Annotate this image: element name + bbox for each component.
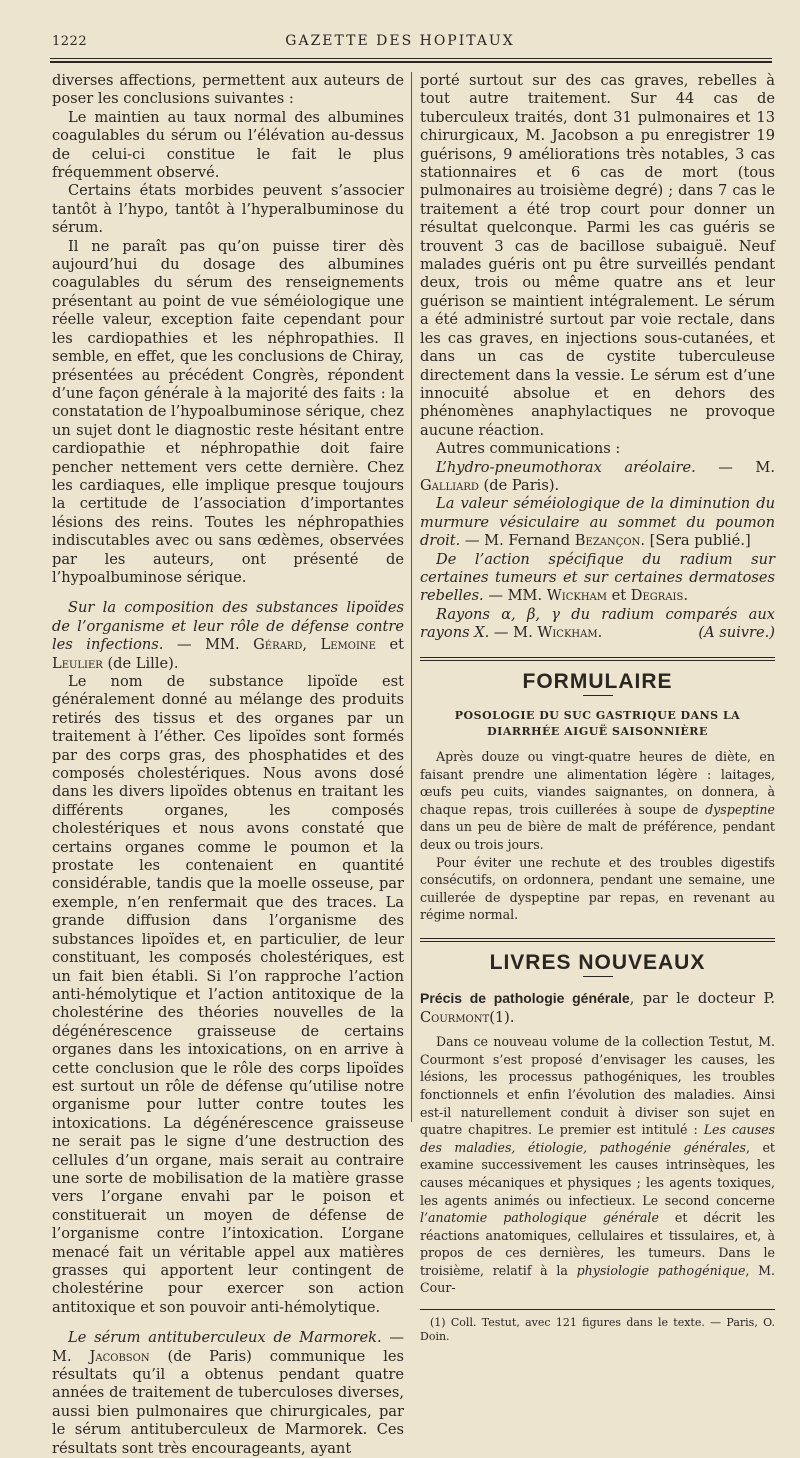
text-run: — M. Fernand (460, 532, 575, 550)
communication-title: Rayons α, β, γ du radium comparés aux rayons X. (420, 605, 775, 642)
text-run: . (597, 624, 603, 642)
footnote: (1) Coll. Testut, avec 121 figures dans le texte. — Paris, O. Doin. (420, 1316, 775, 1344)
communication-title: La valeur séméiologique de la diminution du murmure vésiculaire au sommet du poumon droit. (420, 495, 775, 550)
author-name: Jacobson (89, 1347, 150, 1365)
text-run: dans un peu de bière de malt de préférence, pendant deux ou trois jours. (420, 819, 775, 852)
paragraph: porté surtout sur des cas graves, rebelles à tout autre traitement. Sur 44 cas de tuberculeux traités, dont 31 pulmonaires et 13 chirurgicaux, M. Jacobson a pu enregistrer 19 guérisons, 9 améliorations très notables, 3 cas stationnaires et 6 cas de mort (tous pulmonaires au troisième degré) ; dans 7 cas le traitement a été trop court pour donner un résultat quelconque. Parmi les cas guéris se trouvent 3 cas de bacillose subaiguë. Neuf malades guéris ont pu être surveillés pendant deux, trois ou même quatre ans et leur guérison se maintient intégralement. Le sérum a été administré surtout par voie rectale, dans les cas graves, en injections sous-cutanées, et dans un cas de cystite tuberculeuse directement dans la vessie. Le sérum est d’une innocuité absolue et en dehors des phénomènes anaphylactiques ne provoque aucune réaction. (420, 72, 775, 439)
running-head: GAZETTE DES HOPITAUX (285, 33, 515, 49)
communication-title: Sur la composition des substances lipoïdes de l’organisme et leur rôle de défense contre les infections. (52, 599, 404, 654)
text-run: — MM. (483, 587, 547, 605)
communication-title: De l’action spécifique du radium sur certaines tumeurs et sur certaines dermatoses rebelles. (420, 550, 775, 605)
text-run: Les causes des maladies, étiologie, pathogénie générales (420, 1122, 775, 1155)
text-run: . [Sera publié.] (640, 532, 751, 550)
text-run: , par le docteur P. (629, 990, 775, 1008)
text-run: (de Lille). (102, 654, 179, 672)
book-title: Précis de pathologie générale (420, 990, 630, 1007)
author-name: Galliard (420, 476, 479, 494)
paragraph: Le maintien au taux normal des albumines coagulables du sérum ou l’élévation au-dessus de celui-ci constitue le fait le plus fréquemment observé. (52, 108, 404, 182)
communication-item (420, 459, 775, 496)
text-run: (de Paris). (478, 476, 560, 494)
page-number: 1222 (52, 34, 88, 49)
paragraph: Il ne paraît pas qu’on puisse tirer dès aujourd’hui du dosage des albumines coagulables du sérum des renseignements présentant au point de vue séméiologique une réelle valeur, exception faite cependant pour les cardiopathies et les néphropathies. Il semble, en effet, que les conclusions de Chiray, présentées au précédent Congrès, répondent d’une façon générale à la majorité des faits : la constatation de l’hypoalbuminose sérique, chez un sujet dont le diagnostic reste hésitant entre cardiopathie et néphropathie doit faire pencher nettement vers cette dernière. Chez les cardiaques, elle implique presque toujours la certitude de l’association d’importantes lésions des reins. Toutes les néphropathies indiscutables avec ou sans œdèmes, observées par les auteurs, ont présenté de l’hypoalbuminose sérique. (52, 237, 404, 586)
text-run: (1). (489, 1008, 515, 1026)
formulaire-title: FORMULAIRE (522, 669, 673, 693)
paragraph (420, 748, 775, 854)
text-run: Après douze ou vingt-quatre heures de diète, en faisant prendre une alimentation légère : laitages, œufs peu cuits, viandes saignantes, on donnera, à chaque repas, trois cuillerées à soupe de (420, 749, 775, 817)
right-column (420, 72, 775, 1344)
title-tick (583, 976, 613, 977)
communication-item (420, 606, 775, 643)
text-run: . (683, 587, 688, 605)
paragraph: diverses affections, permettent aux auteurs de poser les conclusions suivantes : (52, 72, 404, 108)
text-run: — M. (695, 458, 775, 476)
formulaire-subhead: POSOLOGIE DU SUC GASTRIQUE DANS LA DIARRHÉE AIGUË SAISONNIÈRE (454, 709, 741, 738)
column-divider (411, 72, 412, 1122)
text-run: et (607, 587, 631, 605)
header-rule (50, 58, 772, 63)
footnote-rule (420, 1309, 775, 1310)
text-run: — M. (52, 1329, 404, 1365)
text-run: Dans ce nouveau volume de la collection Testut, M. Courmont s’est proposé d’envisager les causes, les lésions, les processus pathogéniques, les troubles fonctionnels et enfin l’évolution des maladies. Ainsi est-il naturellement conduit à diviser son sujet en quatre chapitres. Le premier est intitulé : (420, 1034, 775, 1138)
communication-item (420, 551, 775, 606)
to-be-continued: (A suivre.) (698, 624, 775, 642)
paragraph: Autres communications : (436, 440, 621, 458)
book-heading (420, 989, 775, 1027)
author-names: Gérard, Lemoine (253, 636, 376, 654)
paragraph: Certains états morbides peuvent s’associer tantôt à l’hypo, tantôt à l’hyperalbuminose du sérum. (52, 182, 404, 237)
communication-title: Le sérum antituberculeux de Marmorek. (68, 1329, 382, 1347)
title-tick (583, 695, 613, 696)
text-run: physiologie pathogénique (576, 1262, 746, 1278)
livres-title: LIVRES NOUVEAUX (489, 950, 706, 974)
author-name: Degrais (630, 587, 684, 605)
paragraph: Le nom de substance lipoïde est généralement donné au mélange des produits retirés des tissus et des organes par un traitement à l’éther. Ces lipoïdes sont formés par des corps gras, des phosphatides et des composés cholestériques. Nous avons dosé dans les divers lipoïdes obtenus en traitant les différents organes, les composés cholestériques et nous avons constaté que certains organes comme le poumon et la prostate les contenaient en quantité considérable, tandis que la moelle osseuse, par exemple, n’en renfermait que des traces. La grande diffusion dans l’organisme des substances lipoïdes et, en particulier, de leur constituant, les composés cholestériques, est un fait bien établi. Si l’on rapproche l’action anti-hémolytique et l’action antitoxique de la cholestérine des théories nouvelles de la dégénérescence graisseuse de certains organes dans les intoxications, on en arrive à cette conclusion que le rôle des corps lipoïdes est surtout un rôle de défense qu’utilise notre organisme pour lutter contre toutes les intoxications. La dégénérescence graisseuse ne serait pas le signe d’une destruction des cellules d’un organe, mais serait au contraire une sorte de mobilisation de la matière grasse vers l’organe envahi par le poison et constituerait un moyen de défense de l’organisme contre l’intoxication. L’organe menacé fait un véritable appel aux matières grasses qui apportent leur contingent de cholestérine pour exercer son action antitoxique et son pouvoir anti-hémolytique. (52, 673, 404, 1316)
section-rule (420, 657, 775, 661)
author-name: Wickham (546, 587, 608, 605)
author-name: Leulier (52, 654, 103, 672)
communication-heading (52, 1329, 404, 1458)
author-name: Courmont (420, 1008, 490, 1026)
text-run: — M. (489, 624, 538, 642)
text-run: et décrit les réactions anatomiques, cellulaires et tissulaires, et, à propos de ces dernières, les tumeurs. Dans le troisième, relatif à la (420, 1210, 775, 1278)
text-run: , et examine successivement les causes intrinsèques, les causes mécaniques et physiques ; les agents toxiques, les agents animés ou infectieux. Le second concerne (420, 1139, 775, 1208)
text-run: et (375, 636, 404, 654)
communication-heading (52, 599, 404, 673)
communication-title: L’hydro-pneumothorax aréolaire. (436, 458, 696, 476)
paragraph: Pour éviter une rechute et des troubles digestifs consécutifs, on ordonnera, pendant une semaine, une cuillerée de dyspeptine par repas, en revenant au régime normal. (420, 854, 775, 923)
text-run: dyspeptine (705, 801, 775, 817)
paragraph (420, 1033, 775, 1297)
left-column (52, 72, 404, 1458)
author-name: Wickham (537, 624, 598, 642)
text-run: — MM. (163, 636, 254, 654)
communication-item (420, 495, 775, 550)
author-name: Bezançon (574, 532, 641, 550)
text-run: (de Paris) communique les résultats qu’il a obtenus pendant quatre années de traitement de tuberculoses diverses, aussi bien pulmonaires que chirurgicales, par le sérum antituberculeux de Marmorek. Ces résultats sont très encourageants, ayant (52, 1347, 404, 1457)
section-rule (420, 938, 775, 942)
text-run: , M. Cour- (420, 1262, 775, 1296)
text-run: l’anatomie pathologique générale (420, 1210, 659, 1226)
